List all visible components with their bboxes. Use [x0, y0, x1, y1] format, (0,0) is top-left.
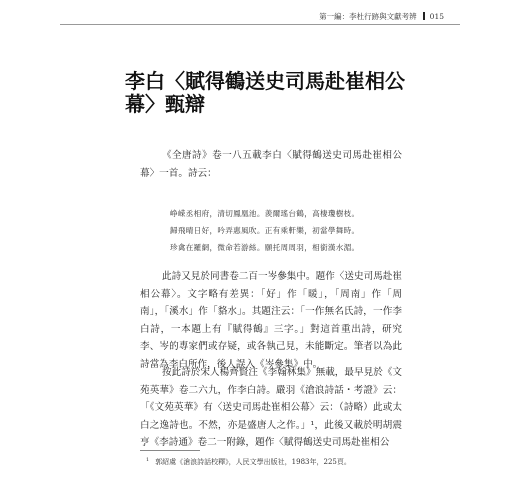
poem-line: 珍禽在羅網，微命若游絲。願托周周羽，相銜漢水湄。 [170, 243, 360, 252]
poem-block [170, 205, 410, 256]
running-head-text: 第一編：李杜行跡與文獻考辨 [319, 12, 417, 21]
page-number: 015 [429, 12, 444, 21]
poem-line: 歸飛晴日好，吟弄惠風吹。正有乘軒樂，初當學舞時。 [170, 226, 360, 235]
paragraph-intro: 《全唐詩》卷一八五載李白〈賦得鶴送史司馬赴崔相公幕〉一首。詩云： [140, 150, 402, 179]
footnote-marker: 1 [146, 457, 150, 463]
footnote-rule [140, 450, 200, 451]
poem-line: 峥嵘丞相府，清切鳳凰池。羨爾瑤台鶴，高棲瓊樹枝。 [170, 209, 360, 218]
running-head-divider [423, 12, 425, 20]
footnote [146, 457, 406, 467]
header-rule [60, 24, 460, 25]
running-head [319, 11, 444, 22]
footnote-text: 郭紹虞《滄浪詩話校釋》，人民文學出版社，1983年，225頁。 [155, 458, 351, 466]
chapter-title: 李白〈賦得鶴送史司馬赴崔相公幕〉甄辯 [125, 69, 405, 116]
paragraph-duplicate-attribution: 此詩又見於同書卷二百一岑參集中。題作〈送史司馬赴崔相公幕〉。文字略有差異：「好」作「暖」，「周南」作「周南」，「溪水」作「貉水」。其題注云：「一作無名氏詩，一作李白詩，一本題上有『賦得鶴』三字。」對這首重出詩，研究李、岑的專家們或存疑，或各執己見，未能斷定。筆者以為此詩當為李白所作，後人誤入《岑參集》中。 [140, 271, 402, 370]
paragraph-sources: 按此詩於宋人楊齊賢注《李翰林集》無載，最早見於《文苑英華》卷二六九，作李白詩。嚴羽《滄浪詩話・考證》云：「《文苑英華》有〈送史司馬赴崔相公幕〉云：（詩略）此或太白之逸詩也。不然，亦是盛唐人之作。」¹，此後又載於明胡震亨《李詩通》卷二一附錄，題作〈賦得鶴送史司馬赴崔相公 [140, 367, 402, 448]
